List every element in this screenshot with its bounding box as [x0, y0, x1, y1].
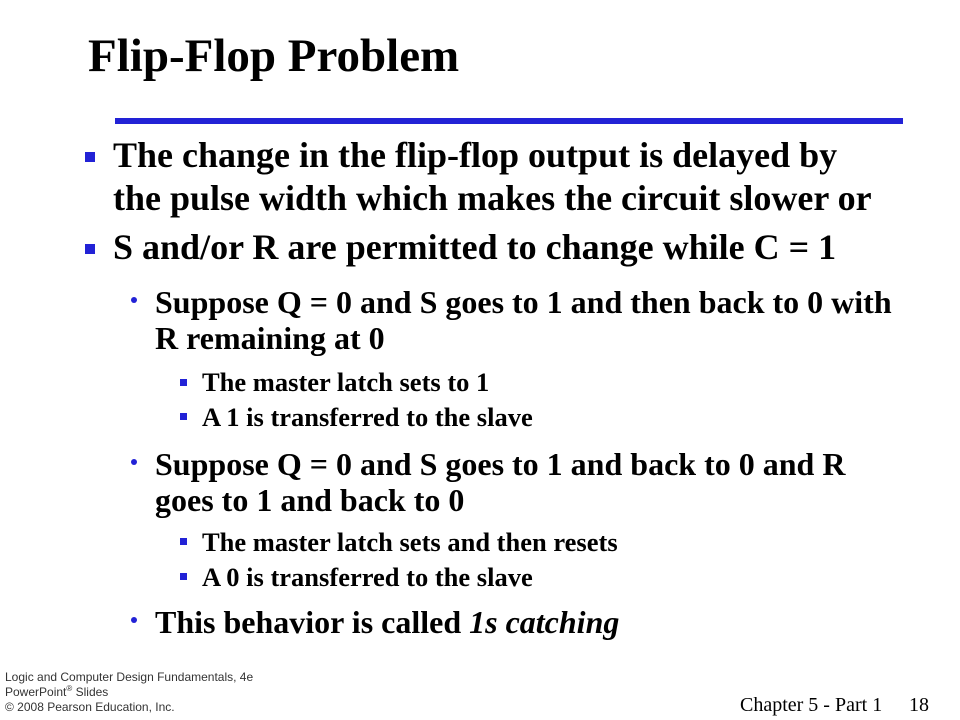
bullet-text-line: A 0 is transferred to the slave [202, 562, 533, 592]
logo-product-suffix: Slides [72, 685, 109, 699]
bullet-text-line: S and/or R are permitted to change while C = 1 [113, 227, 837, 267]
bullet-text-line [155, 604, 619, 640]
bullet-text-line: Suppose Q = 0 and S goes to 1 and then back to 0 with [155, 284, 892, 320]
small-square-bullet-icon [180, 538, 187, 545]
bullet-text-line: A 1 is transferred to the slave [202, 402, 533, 432]
bullet-text-line: goes to 1 and back to 0 [155, 482, 465, 518]
registered-mark: ® [66, 684, 73, 693]
page-number: 18 [909, 694, 929, 716]
small-square-bullet-icon [180, 379, 187, 386]
title-underline-rule [115, 118, 903, 124]
logo-copyright: © 2008 Pearson Education, Inc. [5, 700, 175, 714]
logo-product-name: PowerPoint [5, 685, 67, 699]
logo-product-line [5, 685, 108, 700]
bullet-text-line: Suppose Q = 0 and S goes to 1 and back to 0 and R [155, 446, 846, 482]
logo-book-title: Logic and Computer Design Fundamentals, 4e [5, 670, 254, 684]
round-bullet-icon [131, 297, 137, 303]
bullet-text-emphasis: 1s catching [469, 604, 620, 640]
chapter-label: Chapter 5 - Part 1 [740, 694, 883, 716]
slide-title: Flip-Flop Problem [88, 30, 460, 82]
small-square-bullet-icon [180, 413, 187, 420]
bullet-text-line: The change in the flip-flop output is delayed by [113, 135, 838, 175]
square-bullet-icon [85, 152, 95, 162]
small-square-bullet-icon [180, 573, 187, 580]
bullet-text-plain: This behavior is called [155, 604, 470, 640]
round-bullet-icon [131, 617, 137, 623]
bullet-text-line: The master latch sets and then resets [202, 527, 618, 557]
round-bullet-icon [131, 459, 137, 465]
bullet-text-line: the pulse width which makes the circuit slower or [113, 178, 872, 218]
bullet-text-line: The master latch sets to 1 [202, 367, 490, 397]
square-bullet-icon [85, 244, 95, 254]
bullet-text-line: R remaining at 0 [155, 320, 385, 356]
